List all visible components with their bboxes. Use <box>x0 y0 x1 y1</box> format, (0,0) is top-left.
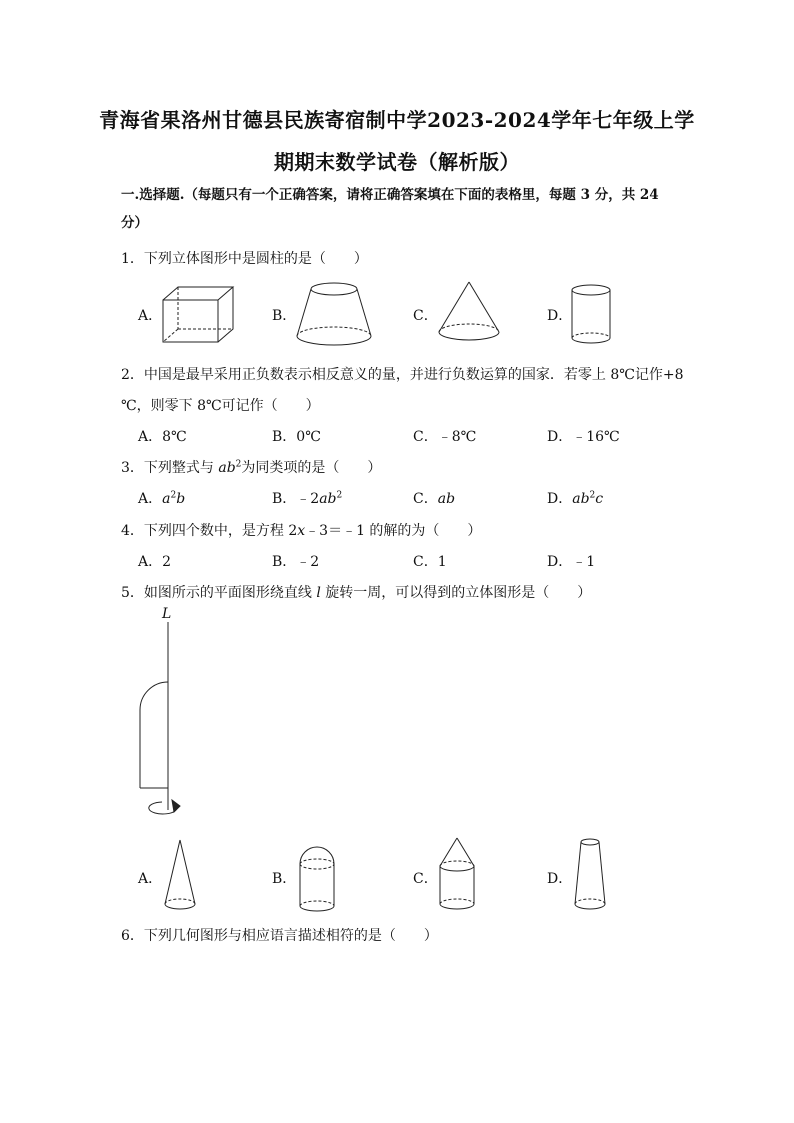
cylinder-with-hemisphere-figure <box>297 842 337 914</box>
rotation-diagram <box>128 620 194 830</box>
cylinder-figure <box>569 282 613 348</box>
q3-text-post: 为同类项的是（ ） <box>241 460 382 476</box>
question-2-text-line1: 2．中国是最早采用正负数表示相反意义的量，并进行负数运算的国家．若零上 8℃记作+8 <box>121 367 684 383</box>
question-2-text-line2: ℃，则零下 8℃可记作（ ） <box>121 398 320 414</box>
q1-option-c-label: C． <box>413 308 438 324</box>
exam-title-line1: 青海省果洛州甘德县民族寄宿制中学2023-2024学年七年级上学 <box>99 108 695 132</box>
q3-text-exp: 2 <box>235 459 242 470</box>
q3-option-c: C．ab <box>413 491 456 507</box>
question-6-text: 6．下列几何图形与相应语言描述相符的是（ ） <box>121 928 438 944</box>
q4-option-c: C．1 <box>413 554 447 570</box>
q3-option-a: A．$a^2b$ <box>138 490 186 507</box>
section-heading-line2: 分） <box>121 215 148 231</box>
q5-option-c-label: C． <box>413 871 438 887</box>
section-heading <box>121 181 681 237</box>
q2-option-b: B．0℃ <box>272 429 321 445</box>
q3-option-d: D．$ab^2c$ <box>547 490 604 507</box>
q2-option-a: A．8℃ <box>138 429 187 445</box>
q5-option-b-label: B． <box>272 871 297 887</box>
q4-option-a: A．2 <box>138 554 172 570</box>
question-4-text: 4．下列四个数中，是方程 2x﹣3＝﹣1 的解的为（ ） <box>121 523 482 539</box>
question-3-text <box>121 457 381 477</box>
cube-figure <box>160 284 236 346</box>
cylinder-with-cone-figure <box>437 836 477 914</box>
axis-label-l: L <box>162 606 172 622</box>
q2-option-d: D．﹣16℃ <box>547 429 620 445</box>
cone-figure <box>436 280 502 346</box>
q3-option-b: B．$﹣2ab^2$ <box>272 490 343 507</box>
q1-option-a-label: A． <box>138 308 163 324</box>
plane-shape-outline <box>140 682 168 788</box>
question-1-text: 1．下列立体图形中是圆柱的是（ ） <box>121 251 368 267</box>
exam-title-line2: 期期末数学试卷（解析版） <box>274 150 520 174</box>
q5-option-a-label: A． <box>138 871 163 887</box>
q3-text-var: ab <box>218 460 236 476</box>
cone-figure <box>162 838 198 914</box>
q3-text-pre: 3．下列整式与 <box>121 460 219 476</box>
q4-option-d: D．﹣1 <box>547 554 596 570</box>
q5-option-d-label: D． <box>547 871 573 887</box>
q2-option-c: C．﹣8℃ <box>413 429 477 445</box>
section-heading-line1: 一.选择题.（每题只有一个正确答案，请将正确答案填在下面的表格里，每题 3 分，共 24 <box>121 187 659 203</box>
frustum-figure <box>572 836 608 914</box>
q4-option-b: B．﹣2 <box>272 554 320 570</box>
q1-option-b-label: B． <box>272 308 297 324</box>
frustum-figure <box>295 280 373 348</box>
question-5-text: 5．如图所示的平面图形绕直线 l 旋转一周，可以得到的立体图形是（ ） <box>121 585 592 601</box>
q1-option-d-label: D． <box>547 308 573 324</box>
